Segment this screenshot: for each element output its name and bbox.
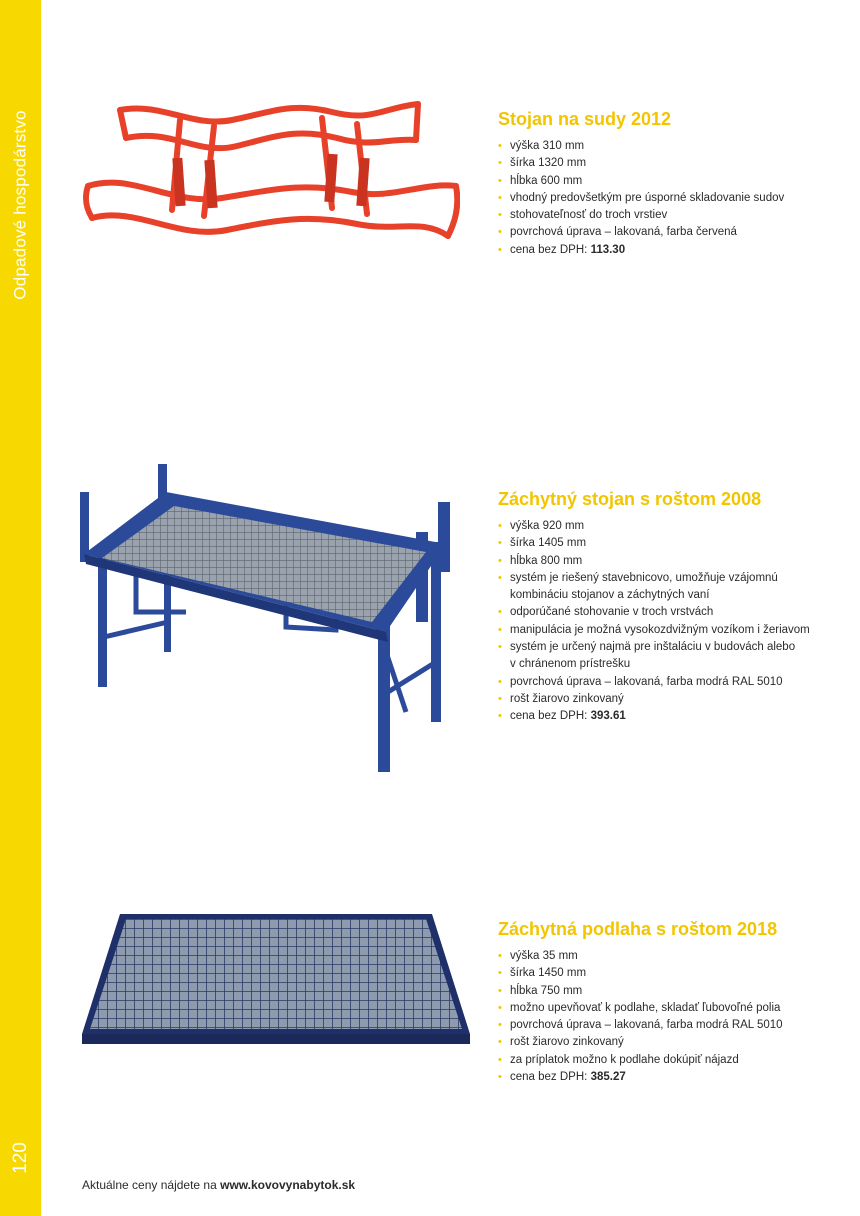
price-value: 393.61 — [590, 710, 626, 723]
spec-item: • možno upevňovať k podlahe, skladať ľubovoľné polia — [498, 1000, 828, 1017]
price-item — [498, 242, 828, 259]
spec-item: • šírka 1405 mm — [498, 535, 828, 552]
spec-item: • rošt žiarovo zinkovaný — [498, 1034, 828, 1051]
price-label: cena bez DPH: — [510, 243, 588, 256]
spec-item: • povrchová úprava – lakovaná, farba červená — [498, 224, 828, 241]
spec-item: • odporúčané stohovanie v troch vrstvách — [498, 604, 828, 621]
page-number-text: 120 — [10, 1141, 32, 1174]
product-image-grated-floor — [80, 910, 472, 1046]
footer-text: Aktuálne ceny nájdete na — [82, 1178, 217, 1192]
spec-item: • manipulácia je možná vysokozdvižným vozíkom i žeriavom — [498, 622, 828, 639]
page-number — [6, 1135, 36, 1180]
spec-item: • hĺbka 800 mm — [498, 553, 828, 570]
barrel-stand-illustration — [82, 98, 460, 248]
grated-floor-illustration — [80, 910, 472, 1046]
spec-item: • rošt žiarovo zinkovaný — [498, 691, 828, 708]
spec-item: • výška 35 mm — [498, 948, 828, 965]
spec-item: • výška 310 mm — [498, 138, 828, 155]
spec-item: • povrchová úprava – lakovaná, farba modrá RAL 5010 — [498, 674, 828, 691]
spec-item: • stohovateľnosť do troch vrstiev — [498, 207, 828, 224]
spec-item: • šírka 1450 mm — [498, 965, 828, 982]
product-title: Záchytný stojan s roštom 2008 — [498, 489, 762, 509]
grated-stand-illustration — [76, 462, 462, 774]
price-label: cena bez DPH: — [510, 710, 588, 723]
spec-item: • vhodný predovšetkým pre úsporné skladovanie sudov — [498, 190, 828, 207]
footer — [82, 1178, 355, 1192]
section-title — [6, 100, 36, 310]
product-title: Záchytná podlaha s roštom 2018 — [498, 919, 778, 939]
spec-item: • za príplatok možno k podlahe dokúpiť nájazd — [498, 1052, 828, 1069]
footer-link[interactable]: www.kovovynabytok.sk — [220, 1178, 356, 1192]
price-value: 113.30 — [590, 243, 626, 256]
product-info-grated-floor — [498, 918, 828, 1086]
product-image-grated-stand — [76, 462, 462, 774]
spec-list — [498, 138, 828, 259]
spec-item: • hĺbka 600 mm — [498, 173, 828, 190]
price-item — [498, 708, 828, 725]
spec-item: • systém je riešený stavebnicovo, umožňuje vzájomnú kombináciu stojanov a záchytných vaní — [498, 570, 798, 605]
spec-list — [498, 948, 828, 1086]
spec-item: • hĺbka 750 mm — [498, 983, 828, 1000]
spec-item: • výška 920 mm — [498, 518, 828, 535]
product-title: Stojan na sudy 2012 — [498, 109, 672, 129]
price-item — [498, 1069, 828, 1086]
spec-item: • systém je určený najmä pre inštaláciu v budovách alebo v chránenom prístrešku — [498, 639, 798, 674]
spec-item: • povrchová úprava – lakovaná, farba modrá RAL 5010 — [498, 1017, 828, 1034]
product-info-barrel-stand — [498, 108, 828, 259]
product-info-grated-stand — [498, 488, 828, 726]
section-title-text: Odpadové hospodárstvo — [11, 110, 31, 300]
price-label: cena bez DPH: — [510, 1071, 588, 1084]
price-value: 385.27 — [590, 1071, 626, 1084]
product-image-barrel-stand — [82, 98, 460, 248]
spec-list — [498, 518, 828, 726]
spec-item: • šírka 1320 mm — [498, 155, 828, 172]
